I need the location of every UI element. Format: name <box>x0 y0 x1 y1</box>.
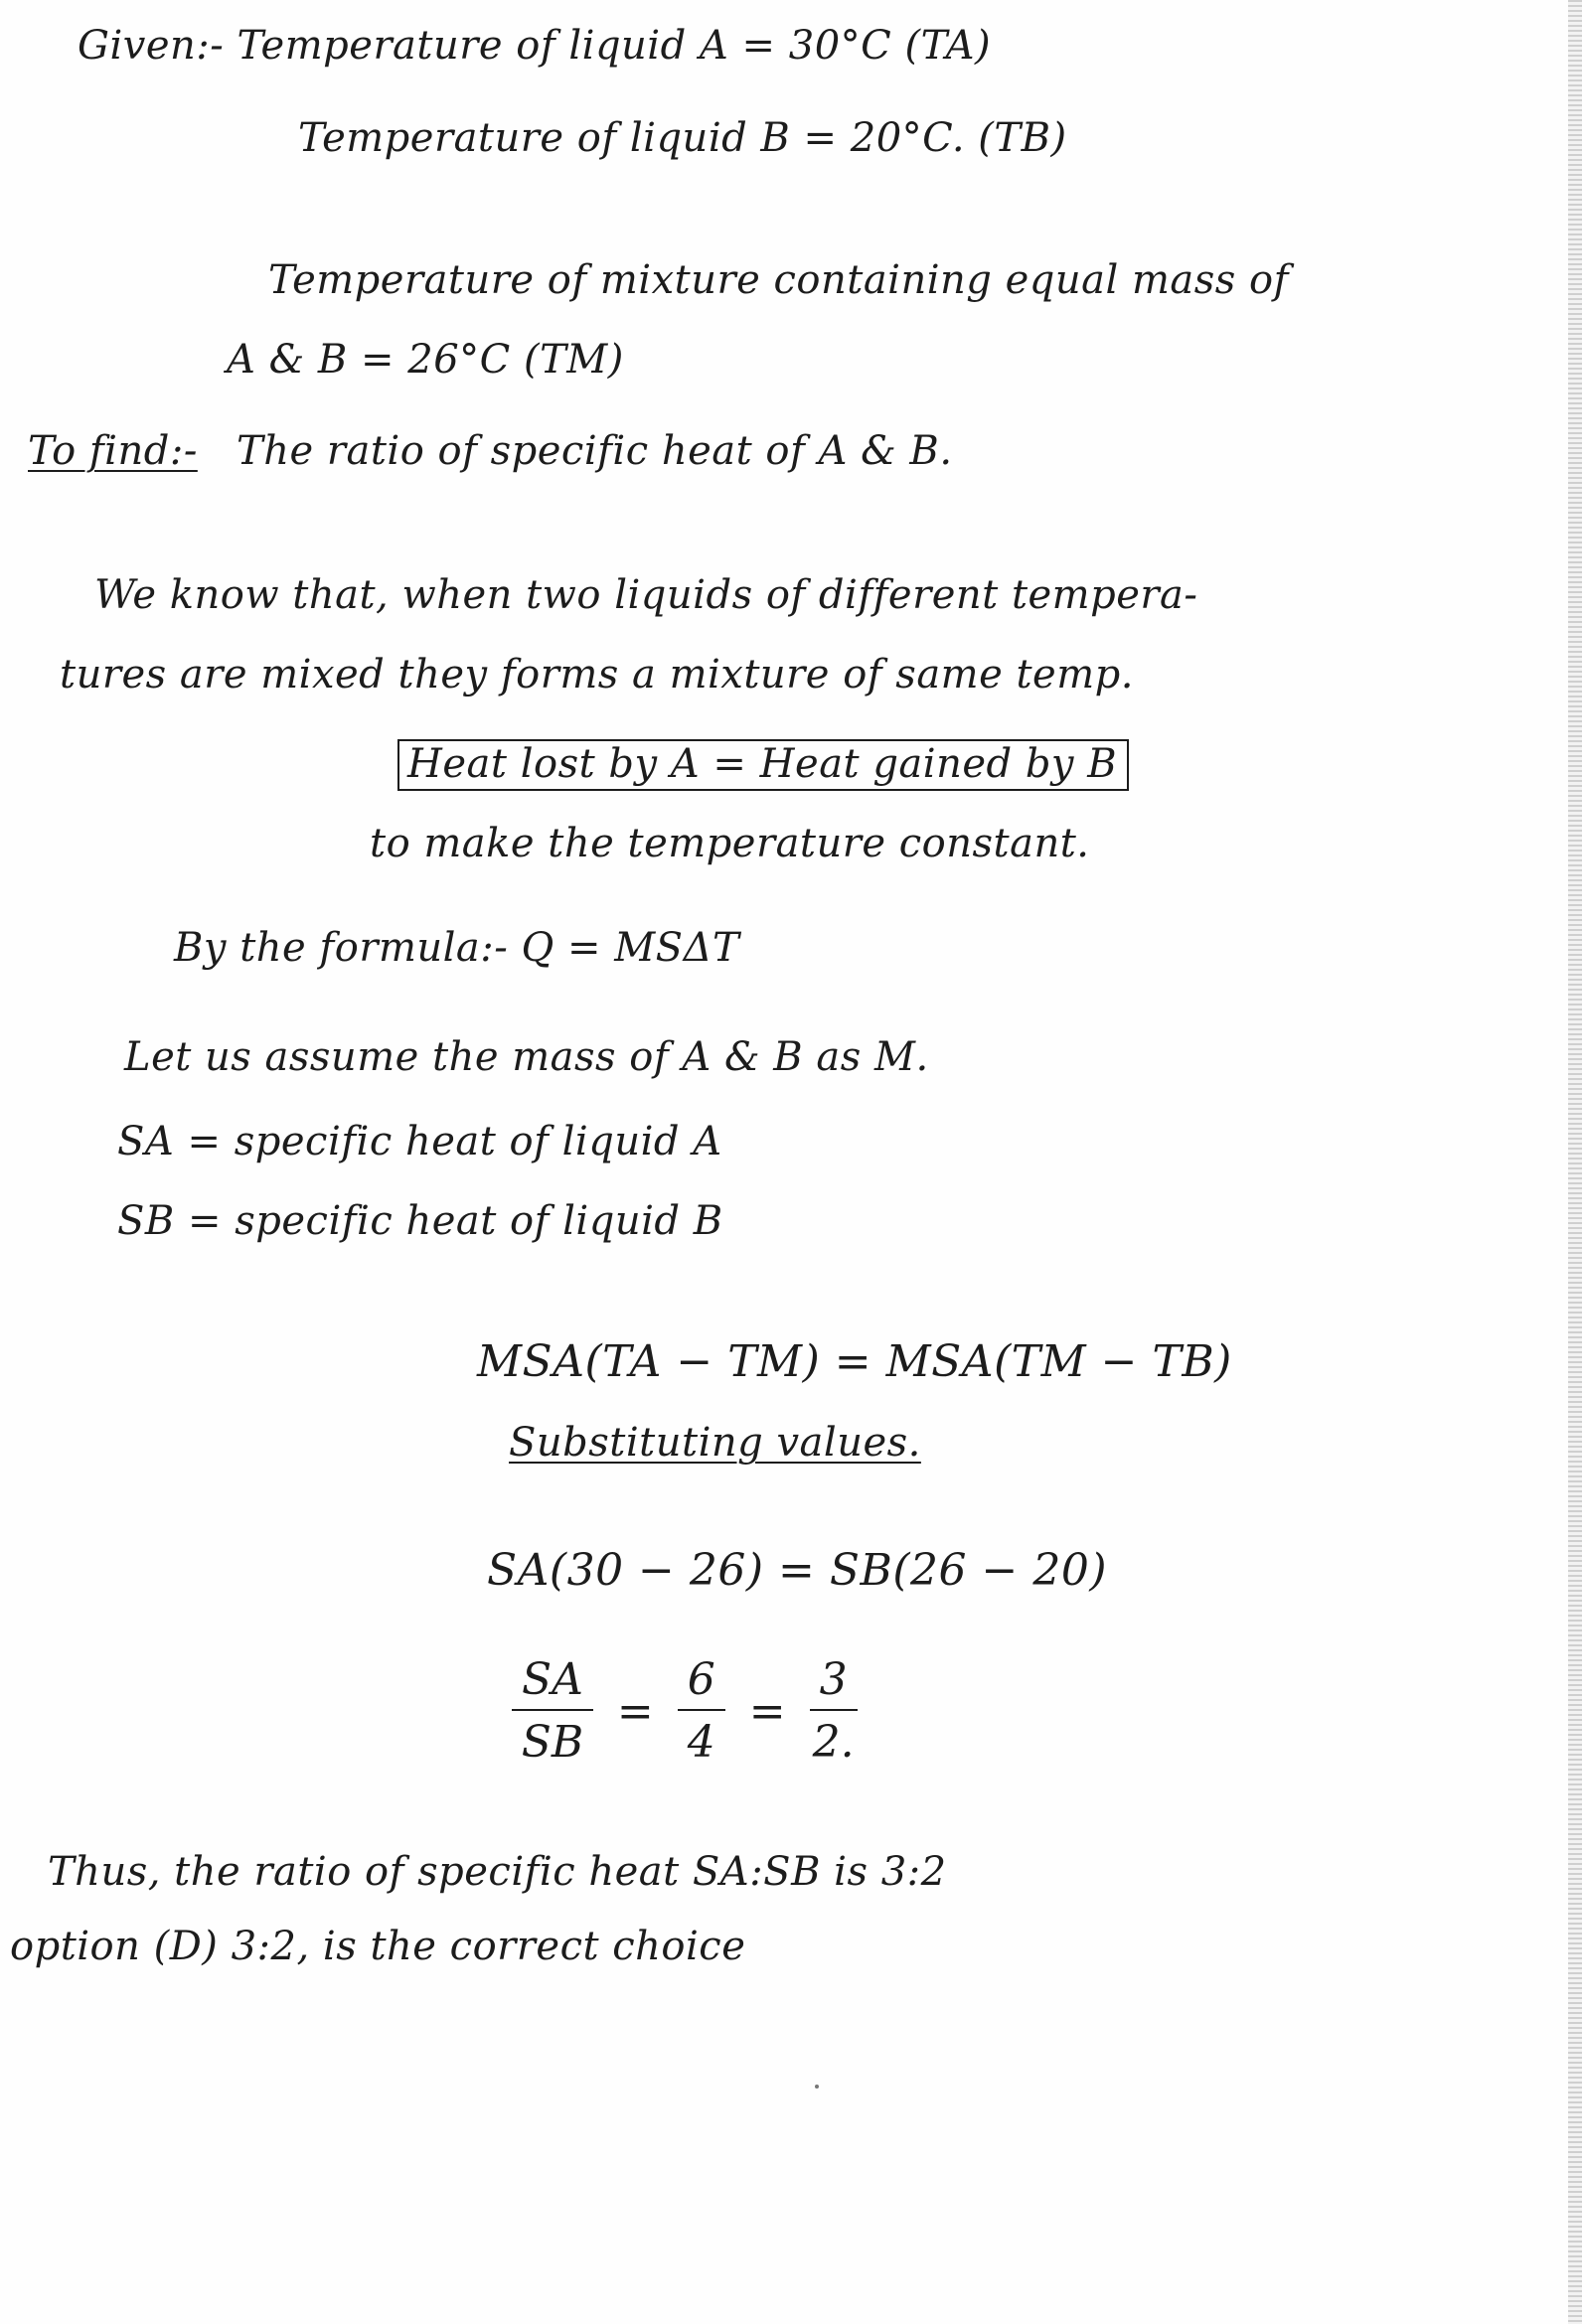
fraction-6-4 <box>678 1654 725 1768</box>
ratio-fraction <box>502 1654 868 1768</box>
fraction-numerator-6: 6 <box>678 1654 725 1711</box>
given-temp-liquid-b: Temperature of liquid B = 20°C. (TB) <box>298 115 1067 161</box>
heat-balance-statement <box>397 740 1129 788</box>
given-mixture-line-2: A & B = 26°C (TM) <box>227 337 624 383</box>
formula-line: By the formula:- Q = MSΔT <box>174 925 740 971</box>
fraction-sa-sb <box>512 1654 593 1768</box>
heat-equation: MSA(TA − TM) = MSA(TM − TB) <box>477 1336 1232 1387</box>
equals-sign-2: = <box>748 1685 786 1737</box>
fraction-denominator-sb: SB <box>521 1717 584 1768</box>
fraction-numerator-3: 3 <box>810 1654 858 1711</box>
given-temp-liquid-a: Given:- Temperature of liquid A = 30°C (TA) <box>78 23 992 69</box>
to-find-text: The ratio of specific heat of A & B. <box>237 428 953 474</box>
fraction-denominator-2: 2. <box>812 1717 855 1768</box>
heat-balance-box: Heat lost by A = Heat gained by B <box>397 739 1129 791</box>
substituted-equation: SA(30 − 26) = SB(26 − 20) <box>487 1545 1108 1596</box>
fraction-numerator-sa: SA <box>512 1654 593 1711</box>
definition-sb: SB = specific heat of liquid B <box>117 1198 723 1244</box>
explanation-line-1: We know that, when two liquids of different tempera- <box>94 572 1198 618</box>
notebook-binding-edge <box>1568 0 1582 2324</box>
to-find <box>28 427 953 475</box>
fraction-denominator-4: 4 <box>687 1717 715 1768</box>
conclusion-line-1: Thus, the ratio of specific heat SA:SB is 3:2 <box>48 1849 947 1895</box>
explanation-line-2: tures are mixed they forms a mixture of same temp. <box>60 652 1134 697</box>
definition-sa: SA = specific heat of liquid A <box>117 1119 722 1164</box>
explanation-line-3: to make the temperature constant. <box>370 821 1090 866</box>
substituting-values-text: Substituting values. <box>509 1420 921 1466</box>
to-find-label: To find:- <box>28 428 198 474</box>
equals-sign-1: = <box>616 1685 654 1737</box>
fraction-3-2 <box>810 1654 858 1768</box>
substituting-values <box>509 1419 921 1467</box>
conclusion-line-2: option (D) 3:2, is the correct choice <box>10 1924 746 1969</box>
given-mixture-line-1: Temperature of mixture containing equal mass of <box>268 257 1289 303</box>
assumption-line: Let us assume the mass of A & B as M. <box>124 1034 929 1080</box>
paper-speck-dot <box>815 2085 819 2089</box>
